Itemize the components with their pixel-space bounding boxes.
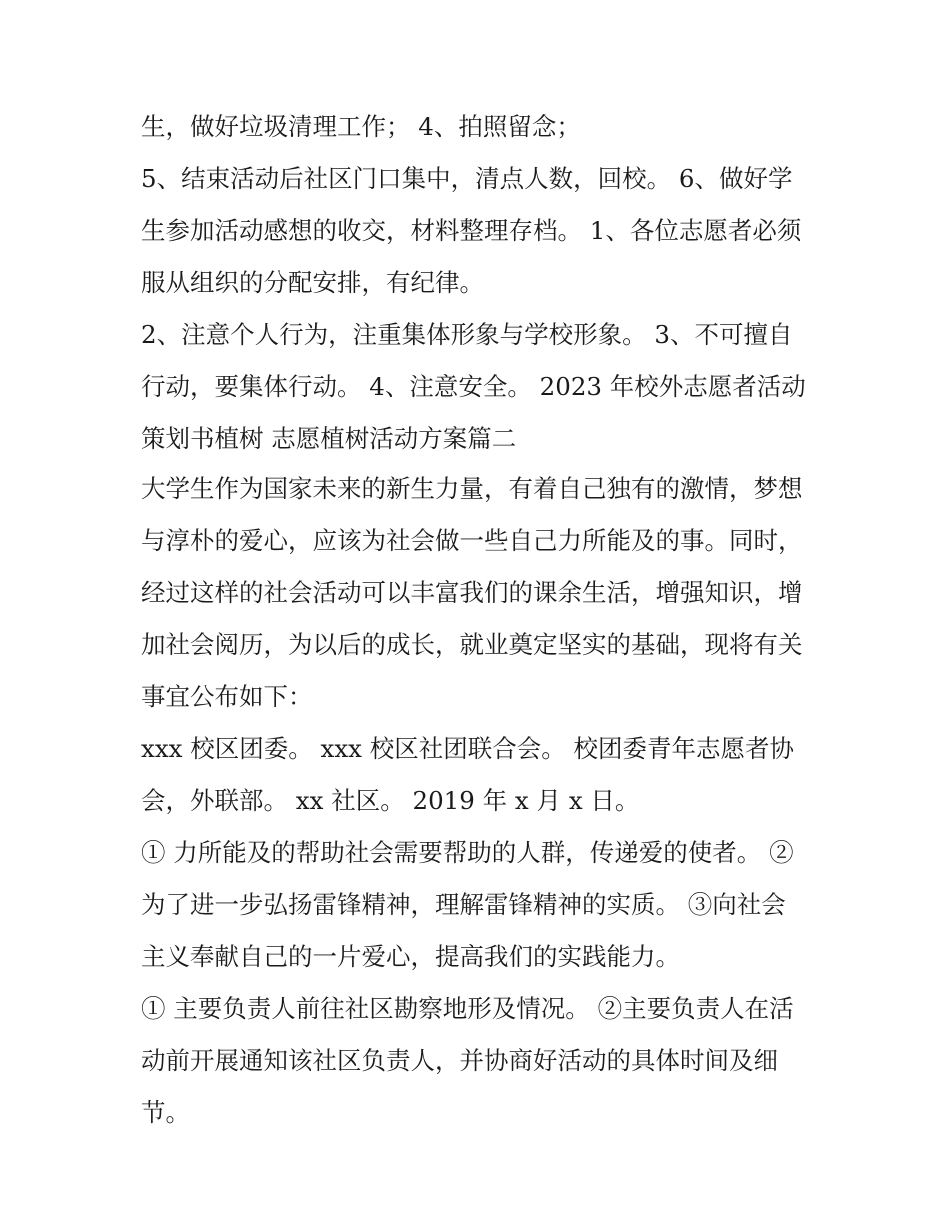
text-line: 生，做好垃圾清理工作； 4、拍照留念； [141, 112, 581, 141]
document-body [141, 101, 821, 1139]
text-line: 加社会阅历，为以后的成长，就业奠定坚实的基础，现将有关 [141, 630, 803, 659]
text-line: 生参加活动感想的收交，材料整理存档。 1、各位志愿者必须 [141, 216, 802, 245]
text-line: 会，外联部。 xx 社区。 2019 年 x 月 x 日。 [141, 786, 640, 815]
paragraph [141, 463, 821, 723]
text-line: 大学生作为国家未来的新生力量，有着自己独有的激情，梦想 [141, 474, 803, 503]
text-line: 事宜公布如下： [141, 682, 313, 711]
text-line: 为了进一步弘扬雷锋精神，理解雷锋精神的实质。 ③向社会 [141, 890, 786, 919]
text-line: 服从组织的分配安排，有纪律。 [141, 268, 484, 297]
text-line: 动前开展通知该社区负责人，并协商好活动的具体时间及细 [141, 1046, 778, 1075]
paragraph [141, 101, 821, 153]
paragraph [141, 827, 821, 983]
text-line: 策划书植树 志愿植树活动方案篇二 [141, 424, 517, 453]
paragraph [141, 983, 821, 1139]
paragraph [141, 309, 821, 463]
text-line: xxx 校区团委。 xxx 校区社团联合会。 校团委青年志愿者协 [141, 734, 795, 763]
text-line: 主义奉献自己的一片爱心，提高我们的实践能力。 [141, 942, 680, 971]
text-line: 2、注意个人行为，注重集体形象与学校形象。 3、不可擅自 [141, 320, 793, 349]
text-line: 5、结束活动后社区门口集中，清点人数，回校。 6、做好学 [141, 164, 793, 193]
text-line: 与淳朴的爱心，应该为社会做一些自己力所能及的事。同时， [141, 526, 803, 555]
text-line: ① 主要负责人前往社区勘察地形及情况。 ②主要负责人在活 [141, 994, 794, 1023]
paragraph [141, 723, 821, 827]
paragraph [141, 153, 821, 309]
text-line: 行动，要集体行动。 4、注意安全。 2023 年校外志愿者活动 [141, 372, 806, 401]
text-line: ① 力所能及的帮助社会需要帮助的人群，传递爱的使者。 ② [141, 838, 794, 867]
text-line: 经过这样的社会活动可以丰富我们的课余生活，增强知识，增 [141, 578, 803, 607]
text-line: 节。 [141, 1098, 190, 1127]
